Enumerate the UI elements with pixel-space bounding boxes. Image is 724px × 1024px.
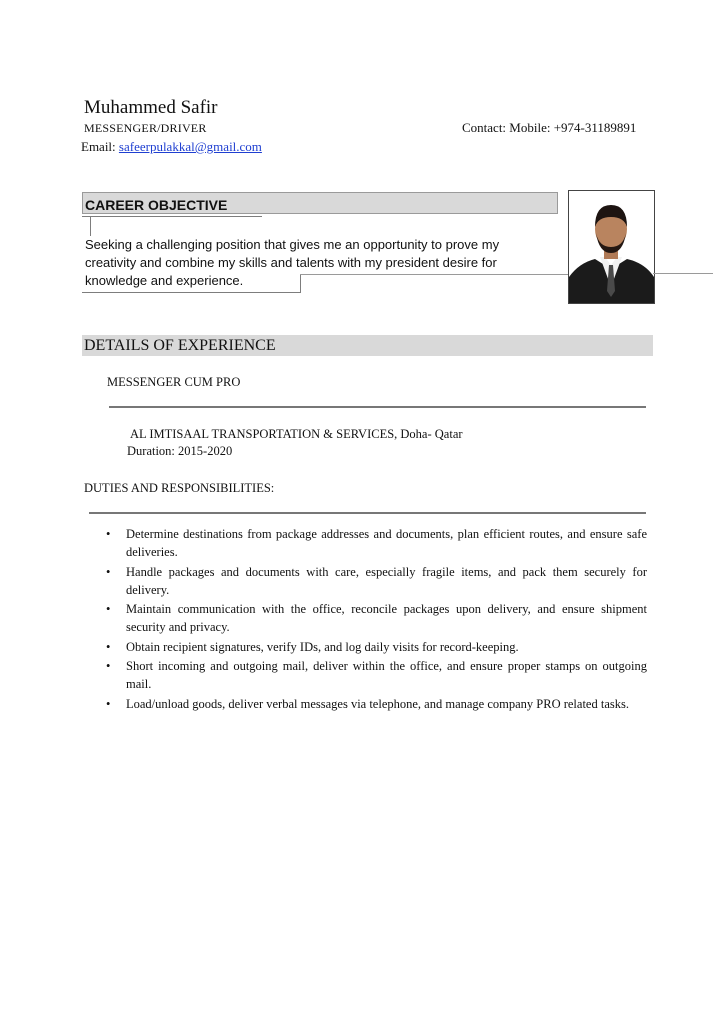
experience-section-title: DETAILS OF EXPERIENCE [84, 337, 276, 354]
email-label: Email: [81, 139, 119, 154]
bullet-icon: • [106, 564, 111, 579]
email-link[interactable]: safeerpulakkal@gmail.com [118, 139, 262, 154]
job-title: MESSENGER CUM PRO [107, 375, 241, 389]
duty-text: Load/unload goods, deliver verbal messages via telephone, and manage company PRO related tasks. [126, 696, 629, 711]
duty-text: Determine destinations from package addresses and documents, plan efficient routes, and ensure safe deliveries. [126, 527, 647, 560]
divider [109, 406, 646, 408]
list-item [104, 525, 647, 562]
career-objective-text: Seeking a challenging position that gives me an opportunity to prove my creativity and combine my skills and talents with my president desire for knowledge and experience. [85, 237, 500, 288]
divider [653, 273, 713, 274]
candidate-name: Muhammed Safir [84, 97, 218, 118]
divider [82, 274, 301, 293]
bullet-icon: • [106, 659, 111, 674]
duties-list [104, 525, 647, 714]
duties-title: DUTIES AND RESPONSIBILITIES: [84, 481, 275, 495]
person-photo-icon [569, 191, 654, 303]
list-item [104, 695, 647, 713]
company-name: AL IMTISAAL TRANSPORTATION & SERVICES, Doha- Qatar [130, 427, 463, 441]
bullet-icon: • [106, 527, 111, 541]
duty-text: Maintain communication with the office, reconcile packages upon delivery, and ensure shipment security and privacy. [126, 602, 647, 635]
divider [300, 274, 568, 275]
duty-text: Handle packages and documents with care, especially fragile items, and pack them securely for delivery. [126, 564, 647, 597]
bullet-icon: • [106, 639, 111, 654]
email-row [81, 139, 262, 155]
duty-text: Short incoming and outgoing mail, deliver within the office, and ensure proper stamps on outgoing mail. [126, 659, 647, 692]
list-item [104, 563, 647, 600]
list-item [104, 638, 647, 656]
list-item [104, 657, 647, 694]
list-item [104, 600, 647, 637]
profile-photo [568, 190, 655, 304]
contact-mobile: Contact: Mobile: +974-31189891 [462, 120, 637, 135]
duration: Duration: 2015-2020 [127, 444, 233, 458]
bullet-icon: • [106, 696, 111, 711]
bullet-icon: • [106, 602, 111, 617]
duty-text: Obtain recipient signatures, verify IDs, and log daily visits for record-keeping. [126, 639, 519, 654]
divider [89, 512, 646, 514]
career-objective-title: CAREER OBJECTIVE [85, 197, 228, 213]
divider [82, 212, 262, 217]
job-role: MESSENGER/DRIVER [84, 121, 207, 135]
divider [90, 216, 91, 236]
